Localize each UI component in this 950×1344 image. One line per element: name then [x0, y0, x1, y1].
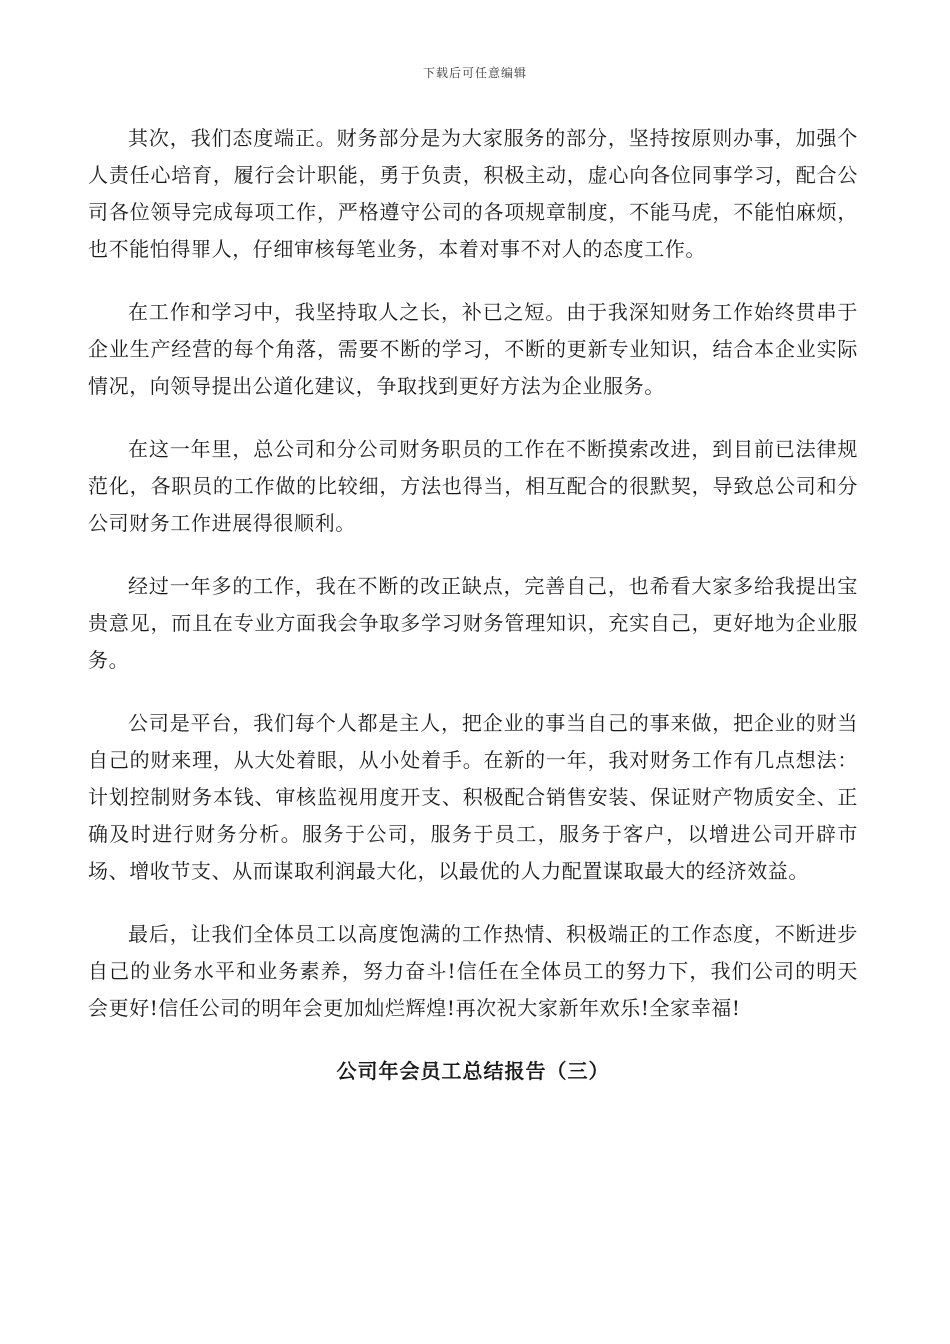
paragraph-plans: 公司是平台，我们每个人都是主人，把企业的事当自己的事来做，把企业的财当自己的财来理，从大处着眼，从小处着手。在新的一年，我对财务工作有几点想法：计划控制财务本钱、审核监视用度开支、积极配合销售安装、保证财产物质安全、正确及时进行财务分析。服务于公司，服务于员工，服务于客户，以增进公司开辟市场、增收节支、从而谋取利润最大化，以最优的人力配置谋取最大的经济效益。	[88, 711, 858, 883]
paragraph-year-review: 在这一年里，总公司和分公司财务职员的工作在不断摸索改进，到目前已法律规范化，各职员的工作做的比较细，方法也得当，相互配合的很默契，导致总公司和分公司财务工作进展得很顺利。	[88, 437, 858, 535]
paragraph-attitude: 其次，我们态度端正。财务部分是为大家服务的部分，坚持按原则办事，加强个人责任心培育，履行会计职能，勇于负责，积极主动，虚心向各位同事学习，配合公司各位领导完成每项工作，严格遵守公司的各项规章制度，不能马虎，不能怕麻烦，也不能怕得罪人，仔细审核每笔业务，本着对事不对人的态度工作。	[88, 126, 858, 261]
paragraph-improvement: 经过一年多的工作，我在不断的改正缺点，完善自己，也希看大家多给我提出宝贵意见，而且在专业方面我会争取多学习财务管理知识，充实自己，更好地为企业服务。	[88, 574, 858, 672]
document-body	[88, 120, 858, 1090]
paragraph-learning: 在工作和学习中，我坚持取人之长，补已之短。由于我深知财务工作始终贯串于企业生产经营的每个角落，需要不断的学习，不断的更新专业知识，结合本企业实际情况，向领导提出公道化建议，争取找到更好方法为企业服务。	[88, 300, 858, 398]
paragraph-closing: 最后，让我们全体员工以高度饱满的工作热情、积极端正的工作态度，不断进步自己的业务水平和业务素养，努力奋斗!信任在全体员工的努力下，我们公司的明天会更好!信任公司的明年会更加灿烂辉煌!再次祝大家新年欢乐!全家幸福!	[88, 922, 858, 1020]
page-header: 下载后可任意编辑	[422, 66, 527, 80]
section-title: 公司年会员工总结报告（三）	[336, 1059, 610, 1083]
